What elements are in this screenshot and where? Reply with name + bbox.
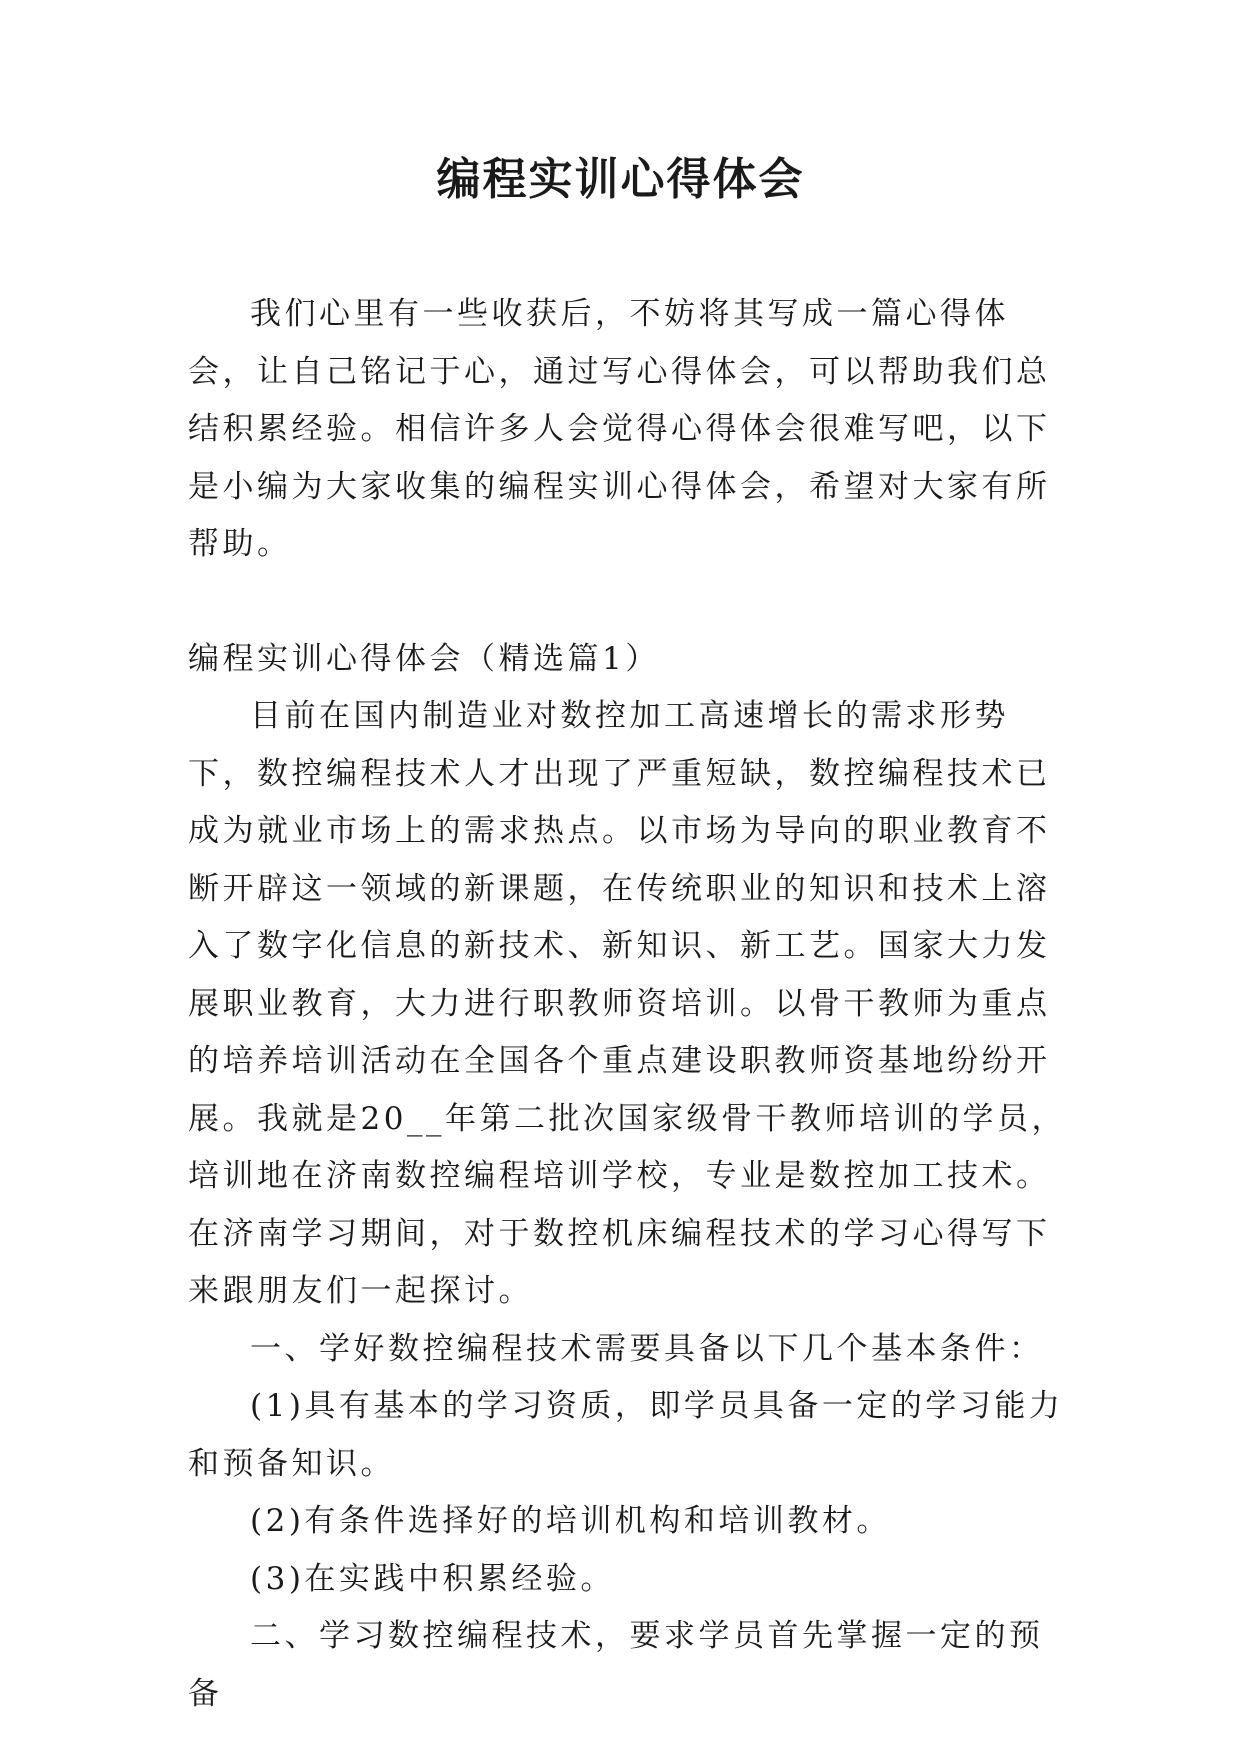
body-paragraph: 二、学习数控编程技术，要求学员首先掌握一定的预备 [188,1618,1044,1712]
document-body [188,286,1068,1723]
section-heading: 编程实训心得体会（精选篇1） [188,640,660,677]
body-paragraph: 一、学好数控编程技术需要具备以下几个基本条件： [250,1330,1044,1367]
body-paragraph: (3)在实践中积累经验。 [250,1560,615,1597]
paragraph-spacer [188,574,1068,631]
body-paragraph: (2)有条件选择好的培训机构和培训教材。 [250,1503,891,1539]
document-title: 编程实训心得体会 [436,154,805,205]
body-paragraph: 目前在国内制造业对数控加工高速增长的需求形势下，数控编程技术人才出现了严重短缺，数控编程技术已成为就业市场上的需求热点。以市场为导向的职业教育不断开辟这一领域的新课题，在传统职业的知识和技术上溶入了数字化信息的新技术、新知识、新工艺。国家大力发展职业教育，大力进行职教师资培训。以骨干教师为重点的培养培训活动在全国各个重点建设职教师资基地纷纷开展。我就是20__年第二批次国家级骨干教师培训的学员，培训地在济南数控编程培训学校，专业是数控加工技术。在济南学习期间，对于数控机床编程技术的学习心得写下来跟朋友们一起探讨。 [188,698,1066,1309]
intro-paragraph: 我们心里有一些收获后，不妨将其写成一篇心得体会，让自己铭记于心，通过写心得体会，可以帮助我们总结积累经验。相信许多人会觉得心得体会很难写吧，以下是小编为大家收集的编程实训心得体会，希望对大家有所帮助。 [188,296,1051,562]
body-paragraph: (1)具有基本的学习资质，即学员具备一定的学习能力和预备知识。 [188,1388,1064,1482]
